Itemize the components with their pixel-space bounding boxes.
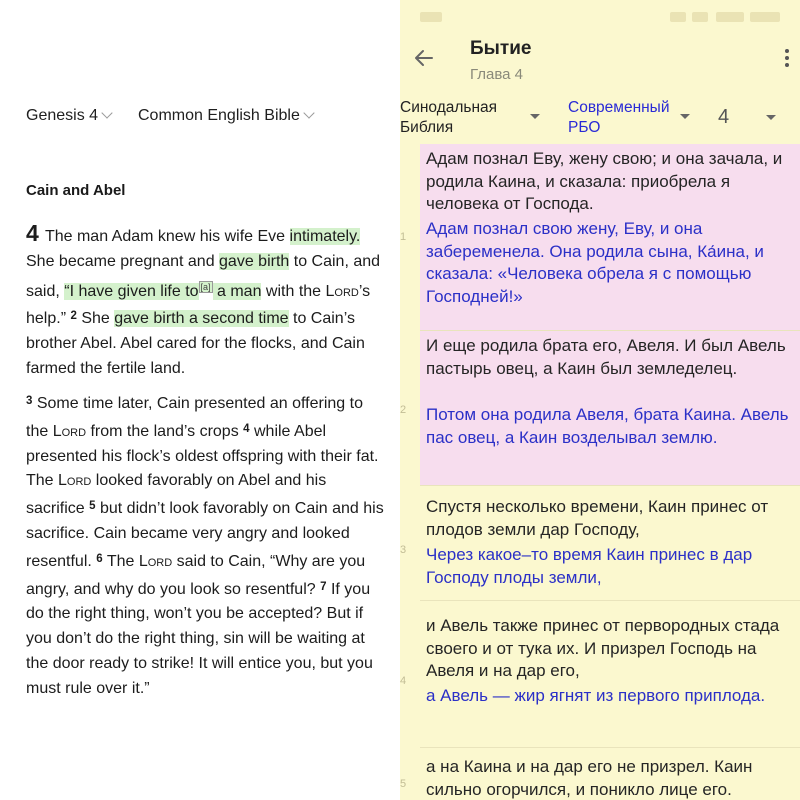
- verse-body: [420, 144, 800, 331]
- modern-text: Потом она родила Авеля, брата Каина. Авель пас овец, а Каин возделывал землю.: [426, 405, 789, 447]
- verse-gutter: [400, 601, 420, 748]
- section-heading: Cain and Abel: [26, 182, 126, 199]
- right-translation-dropdown[interactable]: [568, 98, 693, 138]
- modern-text: а Авель — жир ягнят из первого приплода.: [426, 686, 766, 705]
- verse-number: 1: [400, 231, 407, 243]
- chapter-number: 4: [26, 220, 39, 246]
- verse-text: She: [76, 310, 115, 328]
- synodal-text: а на Каина и на дар его не призрел. Каин сильно огорчился, и поникло лице его.: [426, 757, 753, 799]
- lord-small-caps: Lord: [52, 422, 87, 440]
- book-chapter-selector[interactable]: [26, 107, 111, 125]
- chapter-label: 4: [718, 106, 730, 128]
- verse-body: [420, 748, 800, 800]
- verse-gutter: [400, 748, 420, 800]
- right-bible-pane: [400, 0, 800, 800]
- synodal-text: и Авель также принес от первородных стада своего и от тука их. И призрел Господь на Авеля и на дар его,: [426, 616, 780, 680]
- modern-text: Через какое–то время Каин принес в дар Господу плоды земли,: [426, 545, 753, 587]
- verse-number: 4: [400, 675, 407, 687]
- verse-text: while Abel presented his flock’s oldest offspring with their fat. The: [26, 422, 379, 490]
- verse-number: 2: [400, 404, 407, 416]
- verse-gutter: [400, 486, 420, 601]
- highlighted-text[interactable]: a man: [212, 282, 262, 300]
- battery-icon: [716, 12, 744, 22]
- right-translation-label: Современный РБО: [568, 99, 670, 136]
- verse-gutter: [400, 144, 420, 331]
- verse-text: The: [102, 552, 139, 570]
- chapter-subtitle: Глава 4: [470, 66, 524, 83]
- verse-number[interactable]: 7: [320, 580, 327, 593]
- lord-small-caps: Lord: [325, 282, 359, 300]
- verse-text: The man Adam knew his wife Eve: [40, 228, 290, 245]
- dropdown-triangle-icon: [680, 114, 690, 119]
- highlighted-text[interactable]: gave birth a second time: [114, 310, 289, 328]
- more-options-button[interactable]: [778, 46, 796, 70]
- highlighted-text[interactable]: intimately.: [289, 228, 361, 245]
- back-button[interactable]: [410, 44, 438, 72]
- lord-small-caps: Lord: [138, 552, 173, 570]
- menu-dot: [785, 56, 789, 60]
- left-translation-dropdown[interactable]: [400, 98, 540, 138]
- status-percent-placeholder: [750, 12, 780, 22]
- synodal-text: Спустя несколько времени, Каин принес от плодов земли дар Господу,: [426, 497, 769, 539]
- verse-row[interactable]: [400, 748, 800, 800]
- modern-text: Адам познал свою жену, Еву, и она забеременела. Она родила сына, Ка́ина, и сказала: «Человека обрела я с помощью Господней!»: [426, 219, 764, 306]
- dropdown-triangle-icon: [530, 114, 540, 119]
- verse-row[interactable]: [400, 144, 800, 331]
- status-time-placeholder: [420, 12, 442, 22]
- passage-paragraph-2: [26, 389, 386, 702]
- version-label: Common English Bible: [138, 107, 300, 124]
- chevron-down-icon: [101, 107, 112, 118]
- verse-text: said to Cain, “Why are you angry, and why do you look so resentful?: [26, 552, 366, 598]
- footnote-marker[interactable]: [a]: [200, 281, 211, 292]
- verse-number[interactable]: 5: [89, 500, 96, 513]
- chevron-down-icon: [303, 107, 314, 118]
- verse-text: She became pregnant and: [26, 252, 220, 270]
- verse-text: Some time later, Cain presented an offering to the: [26, 395, 363, 440]
- left-translation-label: Синодальная Библия: [400, 99, 498, 136]
- verse-text: but didn’t look favorably on Cain and his sacrifice. Cain became very angry and looked resentful.: [26, 500, 384, 570]
- verse-body: [420, 331, 800, 486]
- verse-number[interactable]: 2: [70, 310, 77, 323]
- verse-body: [420, 486, 800, 601]
- verse-row[interactable]: [400, 486, 800, 601]
- highlighted-text[interactable]: “I have given life to: [64, 282, 199, 300]
- chapter-dropdown[interactable]: [718, 107, 778, 127]
- menu-dot: [785, 63, 789, 67]
- book-chapter-label: Genesis 4: [26, 107, 99, 124]
- verse-text: to Cain’s brother Abel. Abel cared for the flocks, and Cain farmed the fertile land.: [26, 310, 365, 377]
- passage-paragraph-1: [26, 220, 386, 382]
- verse-number: 5: [400, 778, 407, 790]
- status-bar: [400, 0, 800, 30]
- version-selector[interactable]: [138, 107, 313, 125]
- lord-small-caps: Lord: [58, 472, 92, 490]
- verse-text: with the: [261, 282, 326, 300]
- verse-number[interactable]: 4: [243, 422, 250, 435]
- synodal-text: И еще родила брата его, Авеля. И был Авель пастырь овец, а Каин был земледелец.: [426, 336, 786, 378]
- synodal-text: Адам познал Еву, жену свою; и она зачала, и родила Каина, и сказала: приобрела я человека от Господа.: [426, 149, 783, 213]
- verse-body: [420, 601, 800, 748]
- verse-number[interactable]: 6: [96, 552, 103, 565]
- verse-text: looked favorably on Abel and his sacrifice: [26, 472, 327, 518]
- verse-number[interactable]: 3: [26, 395, 33, 407]
- dropdown-triangle-icon: [766, 115, 776, 120]
- highlighted-text[interactable]: gave birth: [219, 252, 290, 270]
- back-arrow-icon: [414, 49, 434, 67]
- verse-text: ’s help.”: [26, 282, 371, 328]
- verse-number: 3: [400, 544, 407, 556]
- more-vert-icon: [785, 49, 789, 53]
- book-title: Бытие: [470, 38, 532, 59]
- verse-text: If you do the right thing, won’t you be accepted? But if you don’t do the right thing, sin will be waiting at the door ready to strike! It will entice you, but you must rule over it.”: [26, 580, 373, 697]
- verse-row[interactable]: [400, 601, 800, 748]
- verse-gutter: [400, 331, 420, 486]
- wifi-icon: [692, 12, 708, 22]
- verse-text: to Cain, and said,: [26, 252, 381, 300]
- signal-icon: [670, 12, 686, 22]
- verse-text: from the land’s crops: [86, 422, 244, 440]
- verse-row[interactable]: [400, 331, 800, 486]
